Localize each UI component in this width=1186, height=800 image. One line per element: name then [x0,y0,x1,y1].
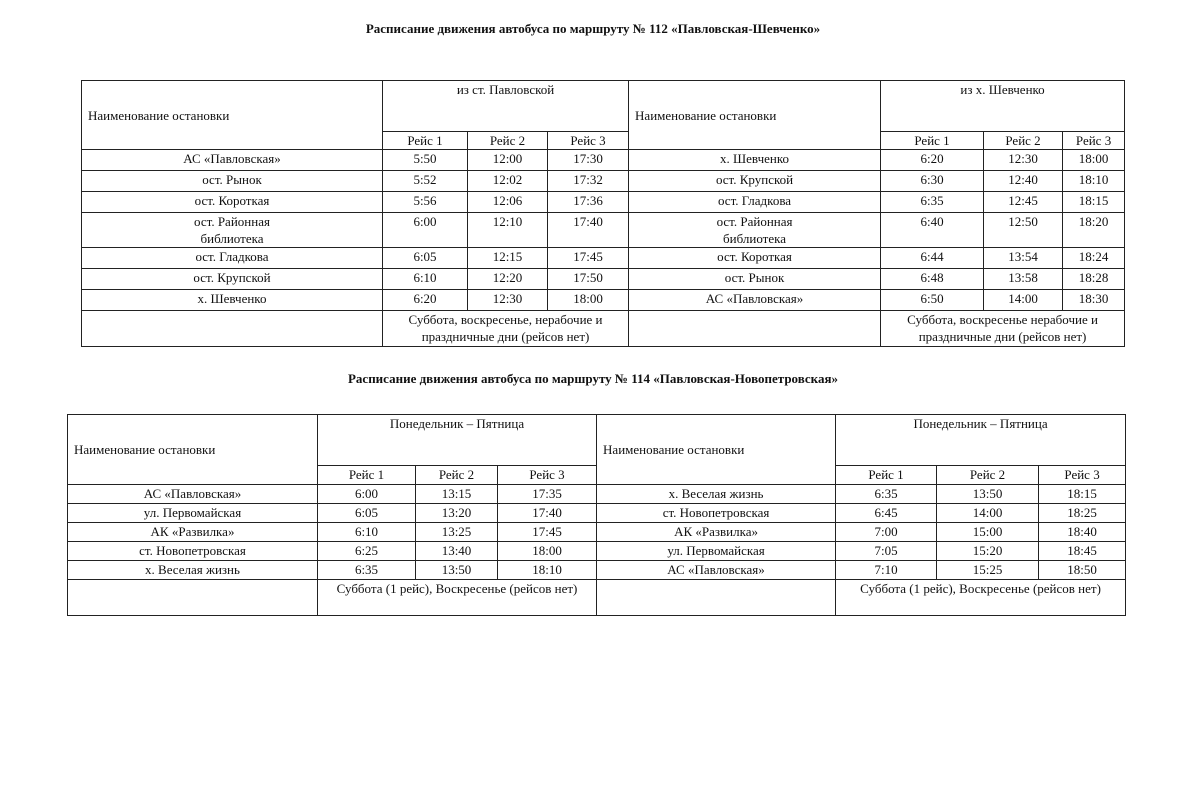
left-departure-time: 12:00 [468,150,548,171]
right-departure-time: 15:20 [937,542,1039,561]
left-departure-time: 6:10 [383,269,468,290]
table-row [82,213,1125,248]
left-direction-header: Понедельник – Пятница [318,415,597,466]
left-trip-3-header: Рейс 3 [498,466,597,485]
right-trip-2-header: Рейс 2 [937,466,1039,485]
right-footnote: Суббота (1 рейс), Воскресенье (рейсов нет) [836,580,1126,616]
table-row [68,504,1126,523]
left-stop-name-header: Наименование остановки [68,415,318,485]
right-departure-time: 12:50 [984,213,1063,248]
footnote-row [82,311,1125,347]
right-departure-time: 14:00 [984,290,1063,311]
left-departure-time: 6:00 [383,213,468,248]
right-departure-time: 6:40 [881,213,984,248]
table-row [82,192,1125,213]
right-departure-time: 18:15 [1063,192,1125,213]
right-direction-header: Понедельник – Пятница [836,415,1126,466]
right-departure-time: 15:25 [937,561,1039,580]
right-departure-time: 18:24 [1063,248,1125,269]
right-departure-time: 12:45 [984,192,1063,213]
left-stop-name: АС «Павловская» [82,150,383,171]
right-empty-cell [629,311,881,347]
footnote-row [68,580,1126,616]
left-trip-2-header: Рейс 2 [468,132,548,150]
left-empty-cell [68,580,318,616]
left-trip-1-header: Рейс 1 [318,466,416,485]
left-departure-time: 17:30 [548,150,629,171]
left-departure-time: 12:06 [468,192,548,213]
right-footnote: Суббота, воскресенье нерабочие и праздничные дни (рейсов нет) [881,311,1125,347]
left-stop-name: АС «Павловская» [68,485,318,504]
right-departure-time: 14:00 [937,504,1039,523]
left-stop-name: ост. Короткая [82,192,383,213]
left-departure-time: 12:20 [468,269,548,290]
table-row [68,561,1126,580]
right-departure-time: 15:00 [937,523,1039,542]
left-departure-time: 17:40 [548,213,629,248]
table-row [82,269,1125,290]
left-footnote: Суббота (1 рейс), Воскресенье (рейсов нет) [318,580,597,616]
right-stop-name: х. Веселая жизнь [597,485,836,504]
table-row [82,171,1125,192]
right-trip-3-header: Рейс 3 [1039,466,1126,485]
right-departure-time: 7:05 [836,542,937,561]
right-departure-time: 18:20 [1063,213,1125,248]
route-112-title: Расписание движения автобуса по маршруту № 112 «Павловская-Шевченко» [365,21,821,36]
right-trip-2-header: Рейс 2 [984,132,1063,150]
right-departure-time: 12:30 [984,150,1063,171]
right-departure-time: 6:20 [881,150,984,171]
left-departure-time: 13:20 [416,504,498,523]
right-stop-name: ул. Первомайская [597,542,836,561]
right-departure-time: 12:40 [984,171,1063,192]
right-stop-name: АС «Павловская» [597,561,836,580]
left-stop-name: х. Веселая жизнь [68,561,318,580]
left-departure-time: 17:45 [498,523,597,542]
left-departure-time: 17:50 [548,269,629,290]
left-trip-1-header: Рейс 1 [383,132,468,150]
left-trip-3-header: Рейс 3 [548,132,629,150]
left-departure-time: 13:15 [416,485,498,504]
left-departure-time: 12:02 [468,171,548,192]
left-departure-time: 6:35 [318,561,416,580]
left-stop-name: ул. Первомайская [68,504,318,523]
right-departure-time: 18:25 [1039,504,1126,523]
left-departure-time: 5:52 [383,171,468,192]
right-trip-3-header: Рейс 3 [1063,132,1125,150]
right-departure-time: 6:35 [881,192,984,213]
table-row [82,248,1125,269]
left-departure-time: 17:32 [548,171,629,192]
header-row [68,415,1126,466]
left-departure-time: 12:30 [468,290,548,311]
left-departure-time: 6:00 [318,485,416,504]
right-departure-time: 18:00 [1063,150,1125,171]
left-departure-time: 13:40 [416,542,498,561]
right-direction-header: из х. Шевченко [881,81,1125,132]
right-stop-name: х. Шевченко [629,150,881,171]
left-departure-time: 13:50 [416,561,498,580]
left-departure-time: 17:36 [548,192,629,213]
route-112-schedule-table [81,80,1125,347]
left-stop-name-header: Наименование остановки [82,81,383,150]
right-departure-time: 18:10 [1063,171,1125,192]
right-stop-name: ост. Короткая [629,248,881,269]
right-stop-name: ст. Новопетровская [597,504,836,523]
right-departure-time: 18:28 [1063,269,1125,290]
left-departure-time: 17:40 [498,504,597,523]
right-departure-time: 18:40 [1039,523,1126,542]
left-departure-time: 5:56 [383,192,468,213]
header-row [82,81,1125,132]
right-departure-time: 13:54 [984,248,1063,269]
left-departure-time: 12:10 [468,213,548,248]
left-stop-name: х. Шевченко [82,290,383,311]
left-footnote: Суббота, воскресенье, нерабочие и праздничные дни (рейсов нет) [383,311,629,347]
right-departure-time: 6:48 [881,269,984,290]
left-departure-time: 12:15 [468,248,548,269]
right-departure-time: 18:30 [1063,290,1125,311]
right-empty-cell [597,580,836,616]
table-row [82,290,1125,311]
left-departure-time: 6:20 [383,290,468,311]
right-departure-time: 13:58 [984,269,1063,290]
left-departure-time: 6:10 [318,523,416,542]
right-departure-time: 6:30 [881,171,984,192]
right-departure-time: 6:50 [881,290,984,311]
left-stop-name: ст. Новопетровская [68,542,318,561]
left-departure-time: 17:35 [498,485,597,504]
right-stop-name: ост. Крупской [629,171,881,192]
right-departure-time: 18:50 [1039,561,1126,580]
right-trip-1-header: Рейс 1 [836,466,937,485]
left-stop-name: ост. Рынок [82,171,383,192]
left-departure-time: 6:05 [318,504,416,523]
table-row [68,523,1126,542]
right-departure-time: 18:45 [1039,542,1126,561]
right-departure-time: 7:10 [836,561,937,580]
right-stop-name-header: Наименование остановки [629,81,881,150]
left-departure-time: 17:45 [548,248,629,269]
left-departure-time: 13:25 [416,523,498,542]
route-114-title: Расписание движения автобуса по маршруту № 114 «Павловская-Новопетровская» [347,371,838,386]
right-stop-name: АК «Развилка» [597,523,836,542]
left-departure-time: 6:25 [318,542,416,561]
left-departure-time: 18:10 [498,561,597,580]
left-stop-name: АК «Развилка» [68,523,318,542]
right-stop-name-header: Наименование остановки [597,415,836,485]
left-stop-name: ост. Районная библиотека [82,213,383,248]
left-direction-header: из ст. Павловской [383,81,629,132]
right-stop-name: ост. Гладкова [629,192,881,213]
left-departure-time: 6:05 [383,248,468,269]
table-row [68,485,1126,504]
left-departure-time: 18:00 [498,542,597,561]
left-stop-name: ост. Крупской [82,269,383,290]
right-stop-name: ост. Районная библиотека [629,213,881,248]
right-stop-name: АС «Павловская» [629,290,881,311]
left-departure-time: 18:00 [548,290,629,311]
right-departure-time: 13:50 [937,485,1039,504]
left-stop-name: ост. Гладкова [82,248,383,269]
table-row [82,150,1125,171]
right-departure-time: 6:44 [881,248,984,269]
right-departure-time: 18:15 [1039,485,1126,504]
table-row [68,542,1126,561]
right-stop-name: ост. Рынок [629,269,881,290]
left-empty-cell [82,311,383,347]
right-trip-1-header: Рейс 1 [881,132,984,150]
right-departure-time: 6:35 [836,485,937,504]
left-trip-2-header: Рейс 2 [416,466,498,485]
route-114-schedule-table [67,414,1126,616]
right-departure-time: 7:00 [836,523,937,542]
left-departure-time: 5:50 [383,150,468,171]
right-departure-time: 6:45 [836,504,937,523]
